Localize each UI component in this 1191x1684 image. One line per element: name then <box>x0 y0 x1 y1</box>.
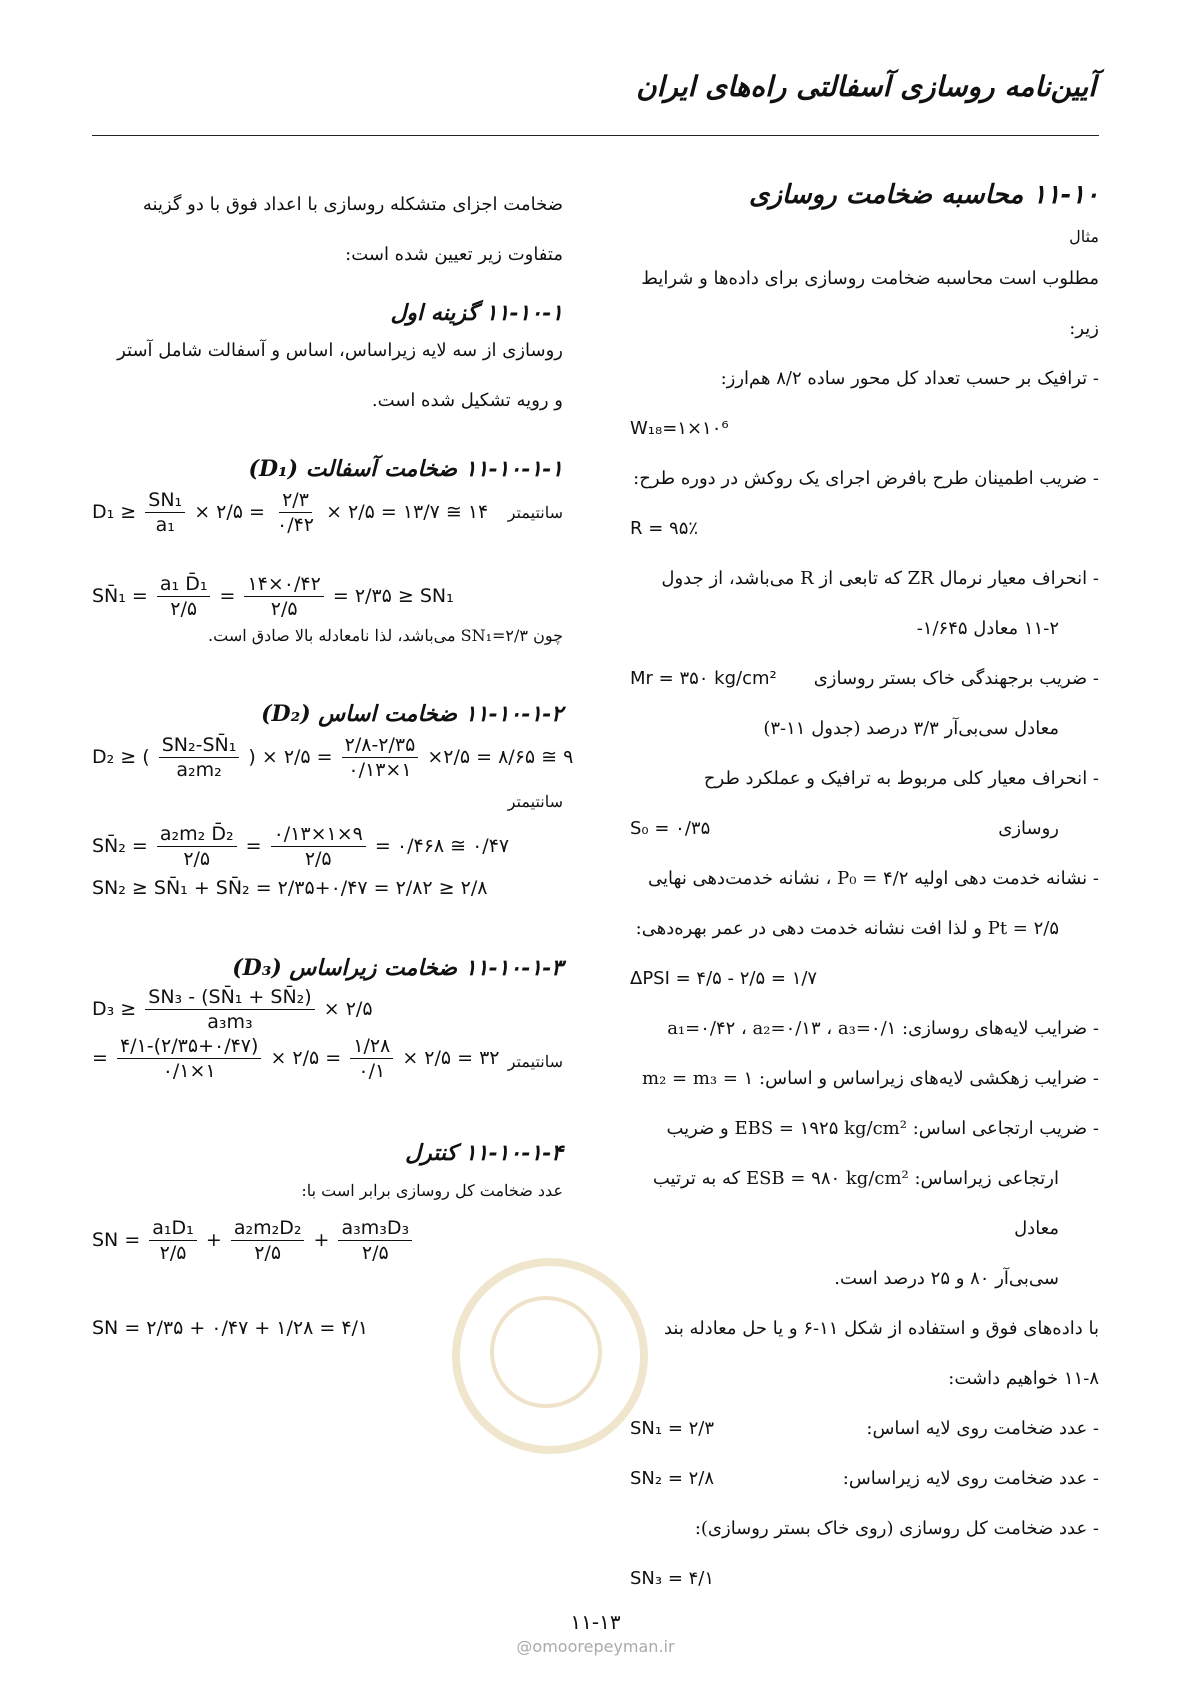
d1-mid: × ۲/۵ = <box>194 501 265 523</box>
sn1s-f2-den: ۲/۵ <box>270 598 298 620</box>
sn1-bar-equation: SN̄₁ = $\frac{\text{a₁ D̄₁}}{۲/۵}$ = $\frac{۱۴\times ۰/۴۲}{۲/۵}$ = ۲/۳۵ ≥ SN₁ <box>92 573 454 620</box>
d2-fraction-1 <box>159 733 240 782</box>
w18-value: W₁₈=۱×۱۰⁶ <box>630 418 729 439</box>
watermark-seal <box>452 1258 648 1454</box>
sn-f1-den: ۲/۵ <box>159 1242 187 1264</box>
sn-final: SN = ۲/۳۵ + ۰/۴۷ + ۱/۲۸ = ۴/۱ <box>92 1317 369 1339</box>
reliability-text: - ضریب اطمینان طرح بافرض اجرای یک روکش در دوره طرح: <box>633 468 1099 489</box>
sn-fraction-2 <box>231 1216 305 1265</box>
d3-equation-1 <box>92 985 563 1034</box>
d3-mid: × ۲/۵ <box>323 998 373 1020</box>
d3-equation-2 <box>92 1034 500 1090</box>
dpsi-value: ΔPSI = ۴/۵ - ۲/۵ = ۱/۷ <box>630 968 818 989</box>
mr-text-2: معادل سی‌بی‌آر ۳/۳ درصد (جدول ۱۱-۳) <box>763 718 1059 739</box>
d2-f2-num: ۲/۸-۲/۳۵ <box>342 733 419 758</box>
sn-fraction-3 <box>338 1216 412 1265</box>
control-text: عدد ضخامت کل روسازی برابر است با: <box>301 1181 563 1200</box>
sn1-note: چون SN₁=۲/۳ می‌باشد، لذا نامعادله بالا صادق است. <box>208 626 563 645</box>
d3-rest: × ۲/۵ = ۳۲ <box>402 1047 500 1069</box>
control-title: ۱۱-۱۰-۱-۴ کنترل <box>405 1140 563 1166</box>
sn2s-f1-den: ۲/۵ <box>183 848 211 870</box>
d3-fraction-2 <box>117 1034 261 1083</box>
sn3-label: - عدد ضخامت کل روسازی (روی خاک بستر روسازی): <box>694 1518 1099 1539</box>
d3-unit: سانتیمتر <box>507 1052 563 1071</box>
d1-f1-den: a₁ <box>155 514 175 536</box>
sn2s-rest: = ۰/۴۶۸ ≅ ۰/۴۷ <box>374 835 510 857</box>
d3-eq: = <box>92 1047 108 1069</box>
sn-lhs: SN = <box>92 1229 141 1251</box>
sn1s-fraction-2 <box>244 572 323 621</box>
left-intro-1: ضخامت اجزای متشکله روسازی با اعداد فوق با دو گزینه <box>142 194 563 215</box>
sn2s-fraction-1 <box>157 822 237 871</box>
sn-f3-num: a₃m₃D₃ <box>338 1216 412 1241</box>
option-one-text-1: روسازی از سه لایه زیراساس، اساس و آسفالت شامل آستر <box>117 340 563 361</box>
mr-label: - ضریب برجهندگی خاک بستر روسازی <box>813 668 1099 689</box>
sn2-value: SN₂ = ۲/۸ <box>630 1468 715 1489</box>
sn1s-rest: = ۲/۳۵ ≥ SN₁ <box>332 585 454 607</box>
zr-text-2: ۱۱-۲ معادل ۱/۶۴۵- <box>916 618 1059 639</box>
d1-lhs: D₁ ≥ <box>92 501 137 523</box>
d3-f2-num: ۴/۱-(۲/۳۵+۰/۴۷) <box>117 1034 261 1059</box>
d2-lhs: D₂ ≥ ( <box>92 746 150 768</box>
d2-f1-den: a₂m₂ <box>176 759 222 781</box>
cbr-text: سی‌بی‌آر ۸۰ و ۲۵ درصد است. <box>834 1268 1059 1289</box>
drainage-coefficients: - ضرایب زهکشی لایه‌های زیراساس و اساس: m₂ = m₃ = ۱ <box>642 1068 1099 1089</box>
header-rule <box>92 135 1099 136</box>
d1-f2-num: ۲/۳ <box>279 488 312 513</box>
example-label: مثال <box>1069 227 1099 246</box>
sn2s-f2-den: ۲/۵ <box>304 848 332 870</box>
sn2s-f2-num: ۰/۱۳×۱×۹ <box>271 822 366 847</box>
sn1s-f2-num: ۱۴×۰/۴۲ <box>244 572 323 597</box>
sn2s-lhs: SN̄₂ = <box>92 835 148 857</box>
d2-title: ۱۱-۱۰-۱-۲ ضخامت اساس (D₂) <box>261 701 563 727</box>
traffic-text: - ترافیک بر حسب تعداد کل محور ساده ۸/۲ هم‌ارز: <box>720 368 1099 389</box>
psi-text-2: Pt = ۲/۵ و لذا افت نشانه خدمت دهی در عمر بهره‌دهی: <box>635 918 1059 939</box>
d1-rest: × ۲/۵ = ۱۳/۷ ≅ ۱۴ <box>326 501 489 523</box>
d3-f3-den: ۰/۱ <box>358 1060 386 1082</box>
sn2-check: SN₂ ≥ SN̄₁ + SN̄₂ = ۲/۳۵+۰/۴۷ = ۲/۸۲ ≥ ۲/۸ <box>92 877 488 899</box>
d3-f2-den: ۰/۱×۱ <box>162 1060 216 1082</box>
d3-mid2: × ۲/۵ = <box>270 1047 342 1069</box>
sn1s-fraction-1 <box>157 572 211 621</box>
d2-mid: ) × ۲/۵ = <box>248 746 333 768</box>
esb-text: ارتجاعی زیراساس: ESB = ۹۸۰ kg/cm² که به ترتیب معادل <box>652 1168 1059 1239</box>
sn-f2-den: ۲/۵ <box>254 1242 282 1264</box>
left-column <box>92 180 574 1345</box>
sn2-bar-equation: SN̄₂ = $\frac{\text{a₂m₂ D̄₂}}{۲/۵}$ = $\frac{۰/۱۳\times ۱\times ۹}{۲/۵}$ = ۰/۴۶۸ ≅ ۰/۴۷ <box>92 823 510 870</box>
sn-fraction-1 <box>149 1216 197 1265</box>
d3-f1-den: a₃m₃ <box>207 1011 253 1033</box>
mr-value: Mr = ۳۵۰ kg/cm² <box>630 668 777 689</box>
sn-f2-num: a₂m₂D₂ <box>231 1216 305 1241</box>
running-header: آیین‌نامه روسازی آسفالتی راه‌های ایران <box>636 70 1096 103</box>
sn3-value: SN₃ = ۴/۱ <box>630 1568 715 1589</box>
s0-label: روسازی <box>998 818 1059 839</box>
sn1-label: - عدد ضخامت روی لایه اساس: <box>866 1418 1099 1439</box>
d3-title: ۱۱-۱۰-۱-۳ ضخامت زیراساس (D₃) <box>232 955 563 981</box>
sn1-value: SN₁ = ۲/۳ <box>630 1418 715 1439</box>
with-data-text-2: ۱۱-۸ خواهیم داشت: <box>948 1368 1099 1389</box>
d1-f2-den: ۰/۴۲ <box>276 514 315 536</box>
option-one-title: ۱۱-۱۰-۱ گزینه اول <box>390 300 563 326</box>
psi-text-1: - نشانه خدمت دهی اولیه P₀ = ۴/۲ ، نشانه خدمت‌دهی نهایی <box>648 868 1099 889</box>
d2-rest: ×۲/۵ = ۸/۶۵ ≅ ۹ <box>427 746 574 768</box>
d1-f1-num: SN₁ <box>145 488 185 513</box>
sn-f1-num: a₁D₁ <box>149 1216 197 1241</box>
sn2-label: - عدد ضخامت روی لایه زیراساس: <box>842 1468 1099 1489</box>
r-value: R = ۹۵٪ <box>630 518 699 539</box>
ebs-text: - ضریب ارتجاعی اساس: EBS = ۱۹۲۵ kg/cm² و ضریب <box>666 1118 1099 1139</box>
d3-lhs: D₃ ≥ <box>92 998 137 1020</box>
sn1s-f1-den: ۲/۵ <box>170 598 198 620</box>
with-data-text-1: با داده‌های فوق و استفاده از شکل ۱۱-۶ و یا حل معادله بند <box>663 1318 1099 1339</box>
s0-value: S₀ = ۰/۳۵ <box>630 818 711 839</box>
d3-fraction-1 <box>145 985 314 1034</box>
page-number: ۱۱-۱۳ <box>570 1610 621 1634</box>
d3-f1-num: SN₃ - (SN̄₁ + SN̄₂) <box>145 985 314 1010</box>
d3-fraction-3 <box>350 1034 393 1083</box>
d1-title: ۱۱-۱۰-۱-۱ ضخامت آسفالت (D₁) <box>248 456 563 482</box>
watermark-text: @omoorepeyman.ir <box>516 1637 675 1656</box>
option-one-text-2: و رویه تشکیل شده است. <box>371 390 563 411</box>
d2-unit: سانتیمتر <box>507 792 563 811</box>
sn2s-fraction-2 <box>271 822 366 871</box>
d2-equation <box>92 733 574 782</box>
d2-f1-num: SN₂-SN̄₁ <box>159 733 240 758</box>
d3-f3-num: ۱/۲۸ <box>350 1034 393 1059</box>
intro-text: مطلوب است محاسبه ضخامت روسازی برای داده‌ها و شرایط زیر: <box>641 268 1099 339</box>
zr-text-1: - انحراف معیار نرمال ZR که تابعی از R می‌باشد، از جدول <box>661 568 1099 589</box>
s0-text-1: - انحراف معیار کلی مربوط به ترافیک و عملکرد طرح <box>703 768 1099 789</box>
d1-fraction-1 <box>145 488 185 537</box>
layer-coefficients: - ضرایب لایه‌های روسازی: a₁=۰/۴۲ ، a₂=۰/۱۳ ، a₃=۰/۱ <box>667 1018 1099 1039</box>
d2-f2-den: ۰/۱۳×۱ <box>348 759 412 781</box>
sn1s-f1-num: a₁ D̄₁ <box>157 572 211 597</box>
right-column <box>630 180 1099 1604</box>
sn-equation: SN = $\frac{\text{a₁D₁}}{۲/۵}$ + $\frac{\text{a₂m₂D₂}}{۲/۵}$ + $\frac{\text{a₃m₃D₃}}{۲/۵}$ <box>92 1216 563 1265</box>
d1-unit: سانتیمتر <box>507 503 563 522</box>
sn2s-f1-num: a₂m₂ D̄₂ <box>157 822 237 847</box>
d1-fraction-2 <box>274 488 317 537</box>
d1-equation <box>92 488 488 538</box>
sn1s-lhs: SN̄₁ = <box>92 585 148 607</box>
d2-fraction-2 <box>342 733 419 782</box>
section-title: ۱۱-۱۰ محاسبه ضخامت روسازی <box>749 180 1099 210</box>
left-intro-2: متفاوت زیر تعیین شده است: <box>345 244 563 265</box>
sn-f3-den: ۲/۵ <box>361 1242 389 1264</box>
